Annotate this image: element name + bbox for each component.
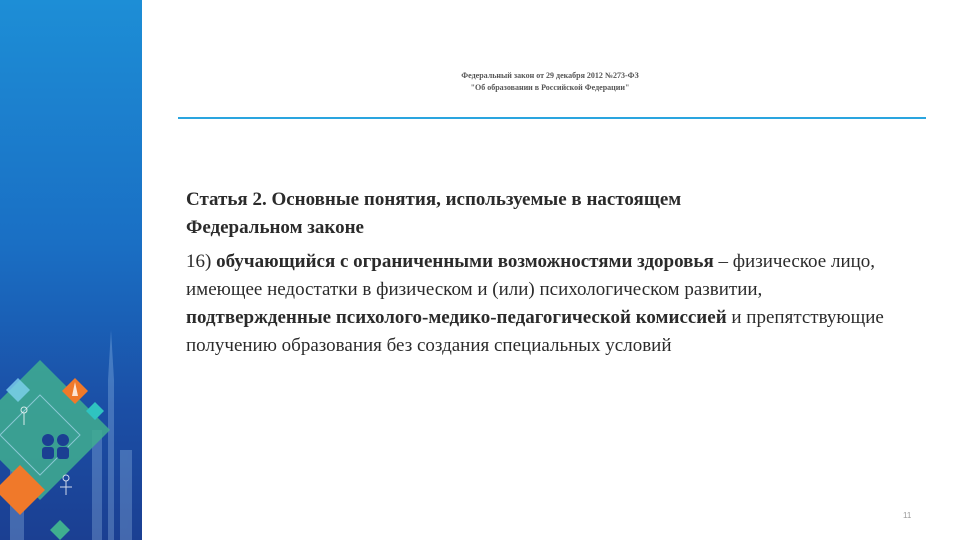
header-line-2: "Об образовании в Российской Федерации" <box>470 83 630 92</box>
article-content <box>186 186 886 360</box>
definition-bold: подтвержденные психолого-медико-педагогической комиссией <box>186 307 727 328</box>
article-title <box>186 186 886 242</box>
header-divider <box>178 117 926 119</box>
defined-term: обучающийся с ограниченными возможностями здоровья <box>216 251 714 272</box>
definition-text-2: и препятствующие получению образования без создания специальных условий <box>186 307 884 356</box>
definition-text-1: физическое лицо, имеющее недостатки в физическом и (или) психологическом развитии, <box>186 251 876 300</box>
decorative-sidebar <box>0 0 142 540</box>
article-title-line-1: Статья 2. Основные понятия, используемые в настоящем <box>186 189 682 210</box>
page-number: 11 <box>903 511 912 520</box>
diamond-small-green <box>50 520 70 540</box>
article-title-line-2: Федеральном законе <box>186 217 364 238</box>
header-line-1: Федеральный закон от 29 декабря 2012 №273-ФЗ <box>461 71 639 80</box>
item-number: 16) <box>186 251 212 272</box>
sidebar-ornament <box>0 0 142 540</box>
article-paragraph <box>186 248 886 360</box>
document-header <box>190 70 910 94</box>
term-dash: – <box>718 251 728 272</box>
